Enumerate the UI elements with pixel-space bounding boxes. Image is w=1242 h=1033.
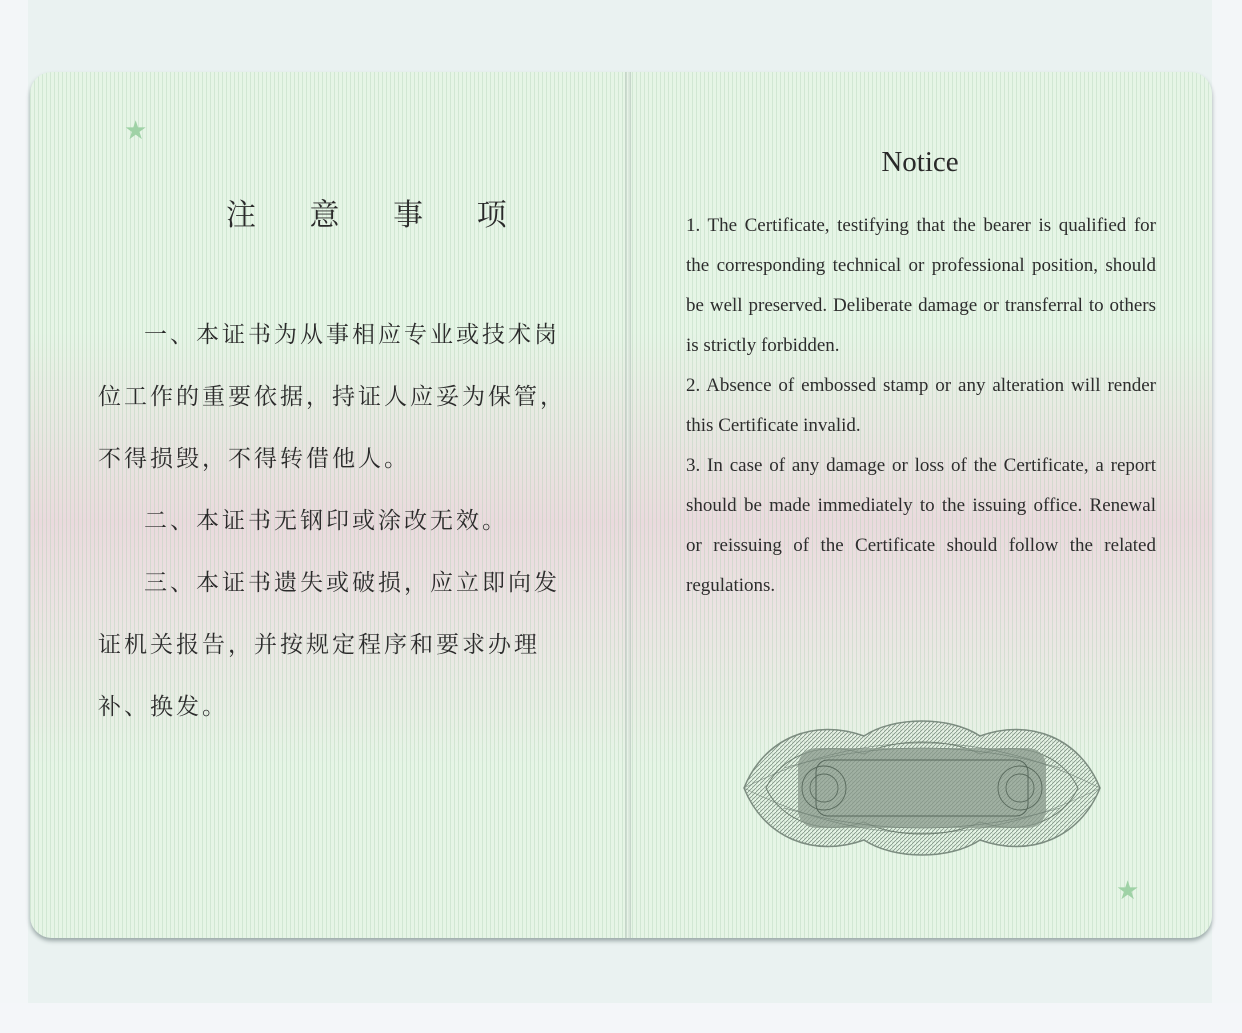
right-page-english	[628, 72, 1212, 938]
english-notice-item-3: 3. In case of any damage or loss of the Certificate, a report should be made immediately to the issuing office. Renewal or reissuing of the Certificate should follow the related regulations.	[686, 455, 1156, 596]
english-notice-body	[686, 206, 1156, 606]
bottom-margin	[0, 1003, 1242, 1033]
chinese-notice-item-3: 三、本证书遗失或破损，应立即向发证机关报告，并按规定程序和要求办理补、换发。	[98, 570, 560, 720]
chinese-notice-item-1: 一、本证书为从事相应专业或技术岗位工作的重要依据，持证人应妥为保管，不得损毁，不得转借他人。	[98, 322, 566, 472]
chinese-notice-body	[98, 304, 574, 738]
star-icon: ★	[124, 116, 148, 146]
chinese-notice-title: 注 意 事 项	[226, 198, 529, 233]
certificate-booklet	[30, 72, 1212, 938]
english-notice-title: Notice	[881, 146, 959, 178]
booklet-spine	[625, 72, 631, 938]
star-icon: ★	[1116, 876, 1140, 906]
english-notice-item-1: 1. The Certificate, testifying that the bearer is qualified for the corresponding technical or professional position, should be well preserved. Deliberate damage or transferral to others is strictly forbidden.	[686, 215, 1156, 356]
left-page-chinese	[30, 72, 628, 938]
guilloche-seal-icon	[724, 708, 1120, 868]
chinese-notice-item-2: 二、本证书无钢印或涂改无效。	[144, 508, 508, 534]
english-notice-item-2: 2. Absence of embossed stamp or any alteration will render this Certificate invalid.	[686, 375, 1156, 436]
